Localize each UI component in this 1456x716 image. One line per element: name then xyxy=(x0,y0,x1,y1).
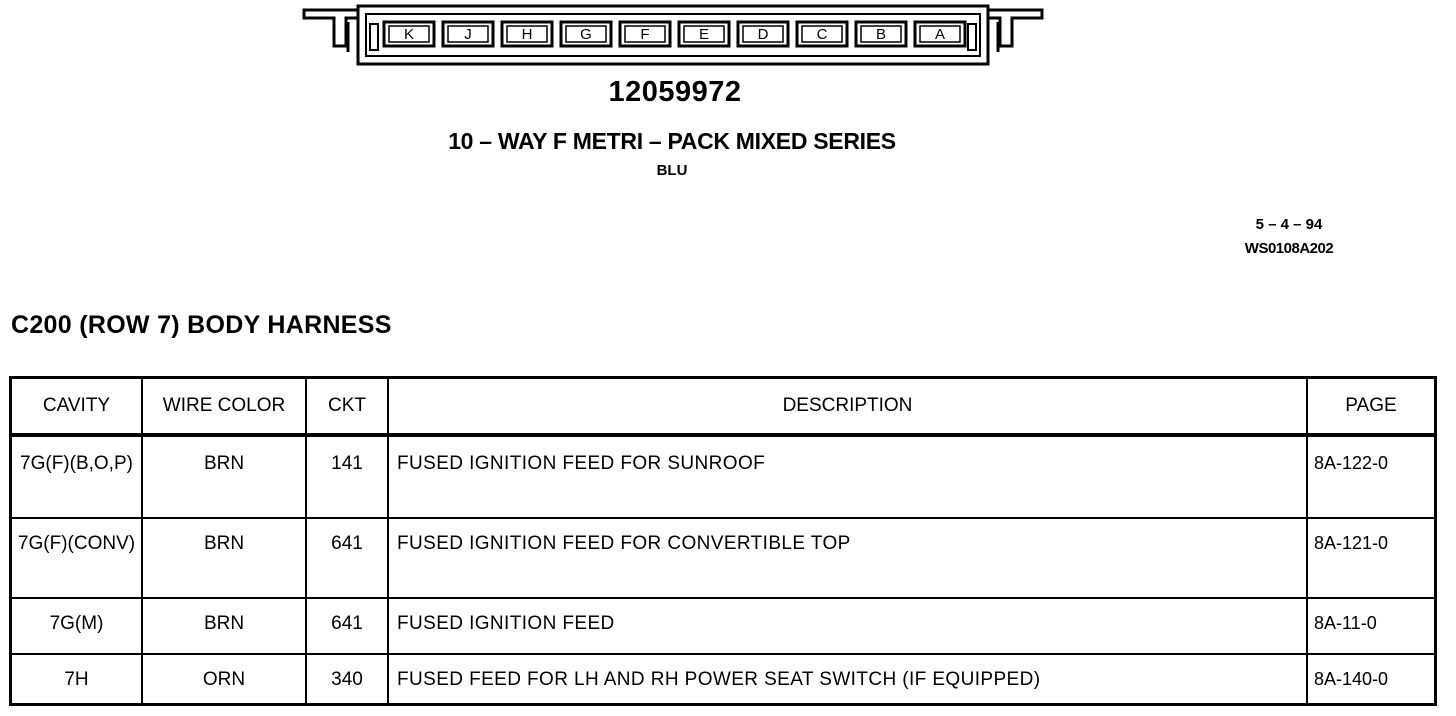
cavity-label-c: C xyxy=(816,26,828,43)
cavity-label-e: E xyxy=(698,26,710,43)
connector-color: BLU xyxy=(656,162,688,179)
header-cavity: CAVITY xyxy=(12,379,143,433)
connector-type: 10 – WAY F METRI – PACK MIXED SERIES xyxy=(448,128,896,154)
cell-ckt: 340 xyxy=(307,653,389,703)
table-row xyxy=(12,653,1434,703)
cavity-label-h: H xyxy=(521,26,533,43)
connector-part-number: 12059972 xyxy=(608,76,742,108)
cell-wire-color: ORN xyxy=(143,653,307,703)
harness-title: C200 (ROW 7) BODY HARNESS xyxy=(11,311,392,339)
header-page: PAGE xyxy=(1345,395,1397,416)
cell-description: FUSED IGNITION FEED FOR CONVERTIBLE TOP xyxy=(389,517,1308,597)
table-row xyxy=(12,437,1434,519)
cavity-label-g: G xyxy=(580,26,592,43)
cell-wire-color: BRN xyxy=(143,597,307,653)
header-ckt: CKT xyxy=(307,379,389,433)
cavity-label-j: J xyxy=(464,26,472,43)
cell-ckt: 141 xyxy=(307,437,389,517)
cell-page: 8A-121-0 xyxy=(1314,533,1389,553)
cell-wire-color: BRN xyxy=(143,437,307,517)
connector-body xyxy=(304,6,1042,64)
table-header-row xyxy=(12,379,1434,437)
header-wire-color: WIRE COLOR xyxy=(143,379,307,433)
cavity-label-k: K xyxy=(403,26,415,43)
cell-page: 8A-11-0 xyxy=(1314,613,1377,633)
cell-cavity: 7G(F)(B,O,P) xyxy=(12,437,143,517)
cell-cavity: 7H xyxy=(12,653,143,703)
connector-cavities xyxy=(384,22,965,46)
cell-ckt: 641 xyxy=(307,517,389,597)
cell-description: FUSED IGNITION FEED FOR SUNROOF xyxy=(389,437,1308,517)
table-row xyxy=(12,517,1434,599)
drawing-date: 5 – 4 – 94 xyxy=(1255,216,1323,233)
cell-description: FUSED IGNITION FEED xyxy=(389,597,1308,653)
cell-cavity: 7G(F)(CONV) xyxy=(12,517,143,597)
cavity-label-b: B xyxy=(875,26,887,43)
drawing-id: WS0108A202 xyxy=(1244,240,1334,257)
harness-table xyxy=(9,376,1437,706)
connector-diagram xyxy=(296,2,1048,72)
cell-cavity: 7G(M) xyxy=(12,597,143,653)
cell-description: FUSED FEED FOR LH AND RH POWER SEAT SWITCH (IF EQUIPPED) xyxy=(389,653,1308,703)
cell-wire-color: BRN xyxy=(143,517,307,597)
table-row xyxy=(12,597,1434,655)
header-description: DESCRIPTION xyxy=(389,379,1308,433)
cavity-label-f: F xyxy=(640,26,650,43)
cell-ckt: 641 xyxy=(307,597,389,653)
cavity-label-a: A xyxy=(934,26,946,43)
cavity-label-d: D xyxy=(757,26,769,43)
cell-page: 8A-140-0 xyxy=(1314,669,1389,689)
cell-page: 8A-122-0 xyxy=(1314,453,1389,473)
